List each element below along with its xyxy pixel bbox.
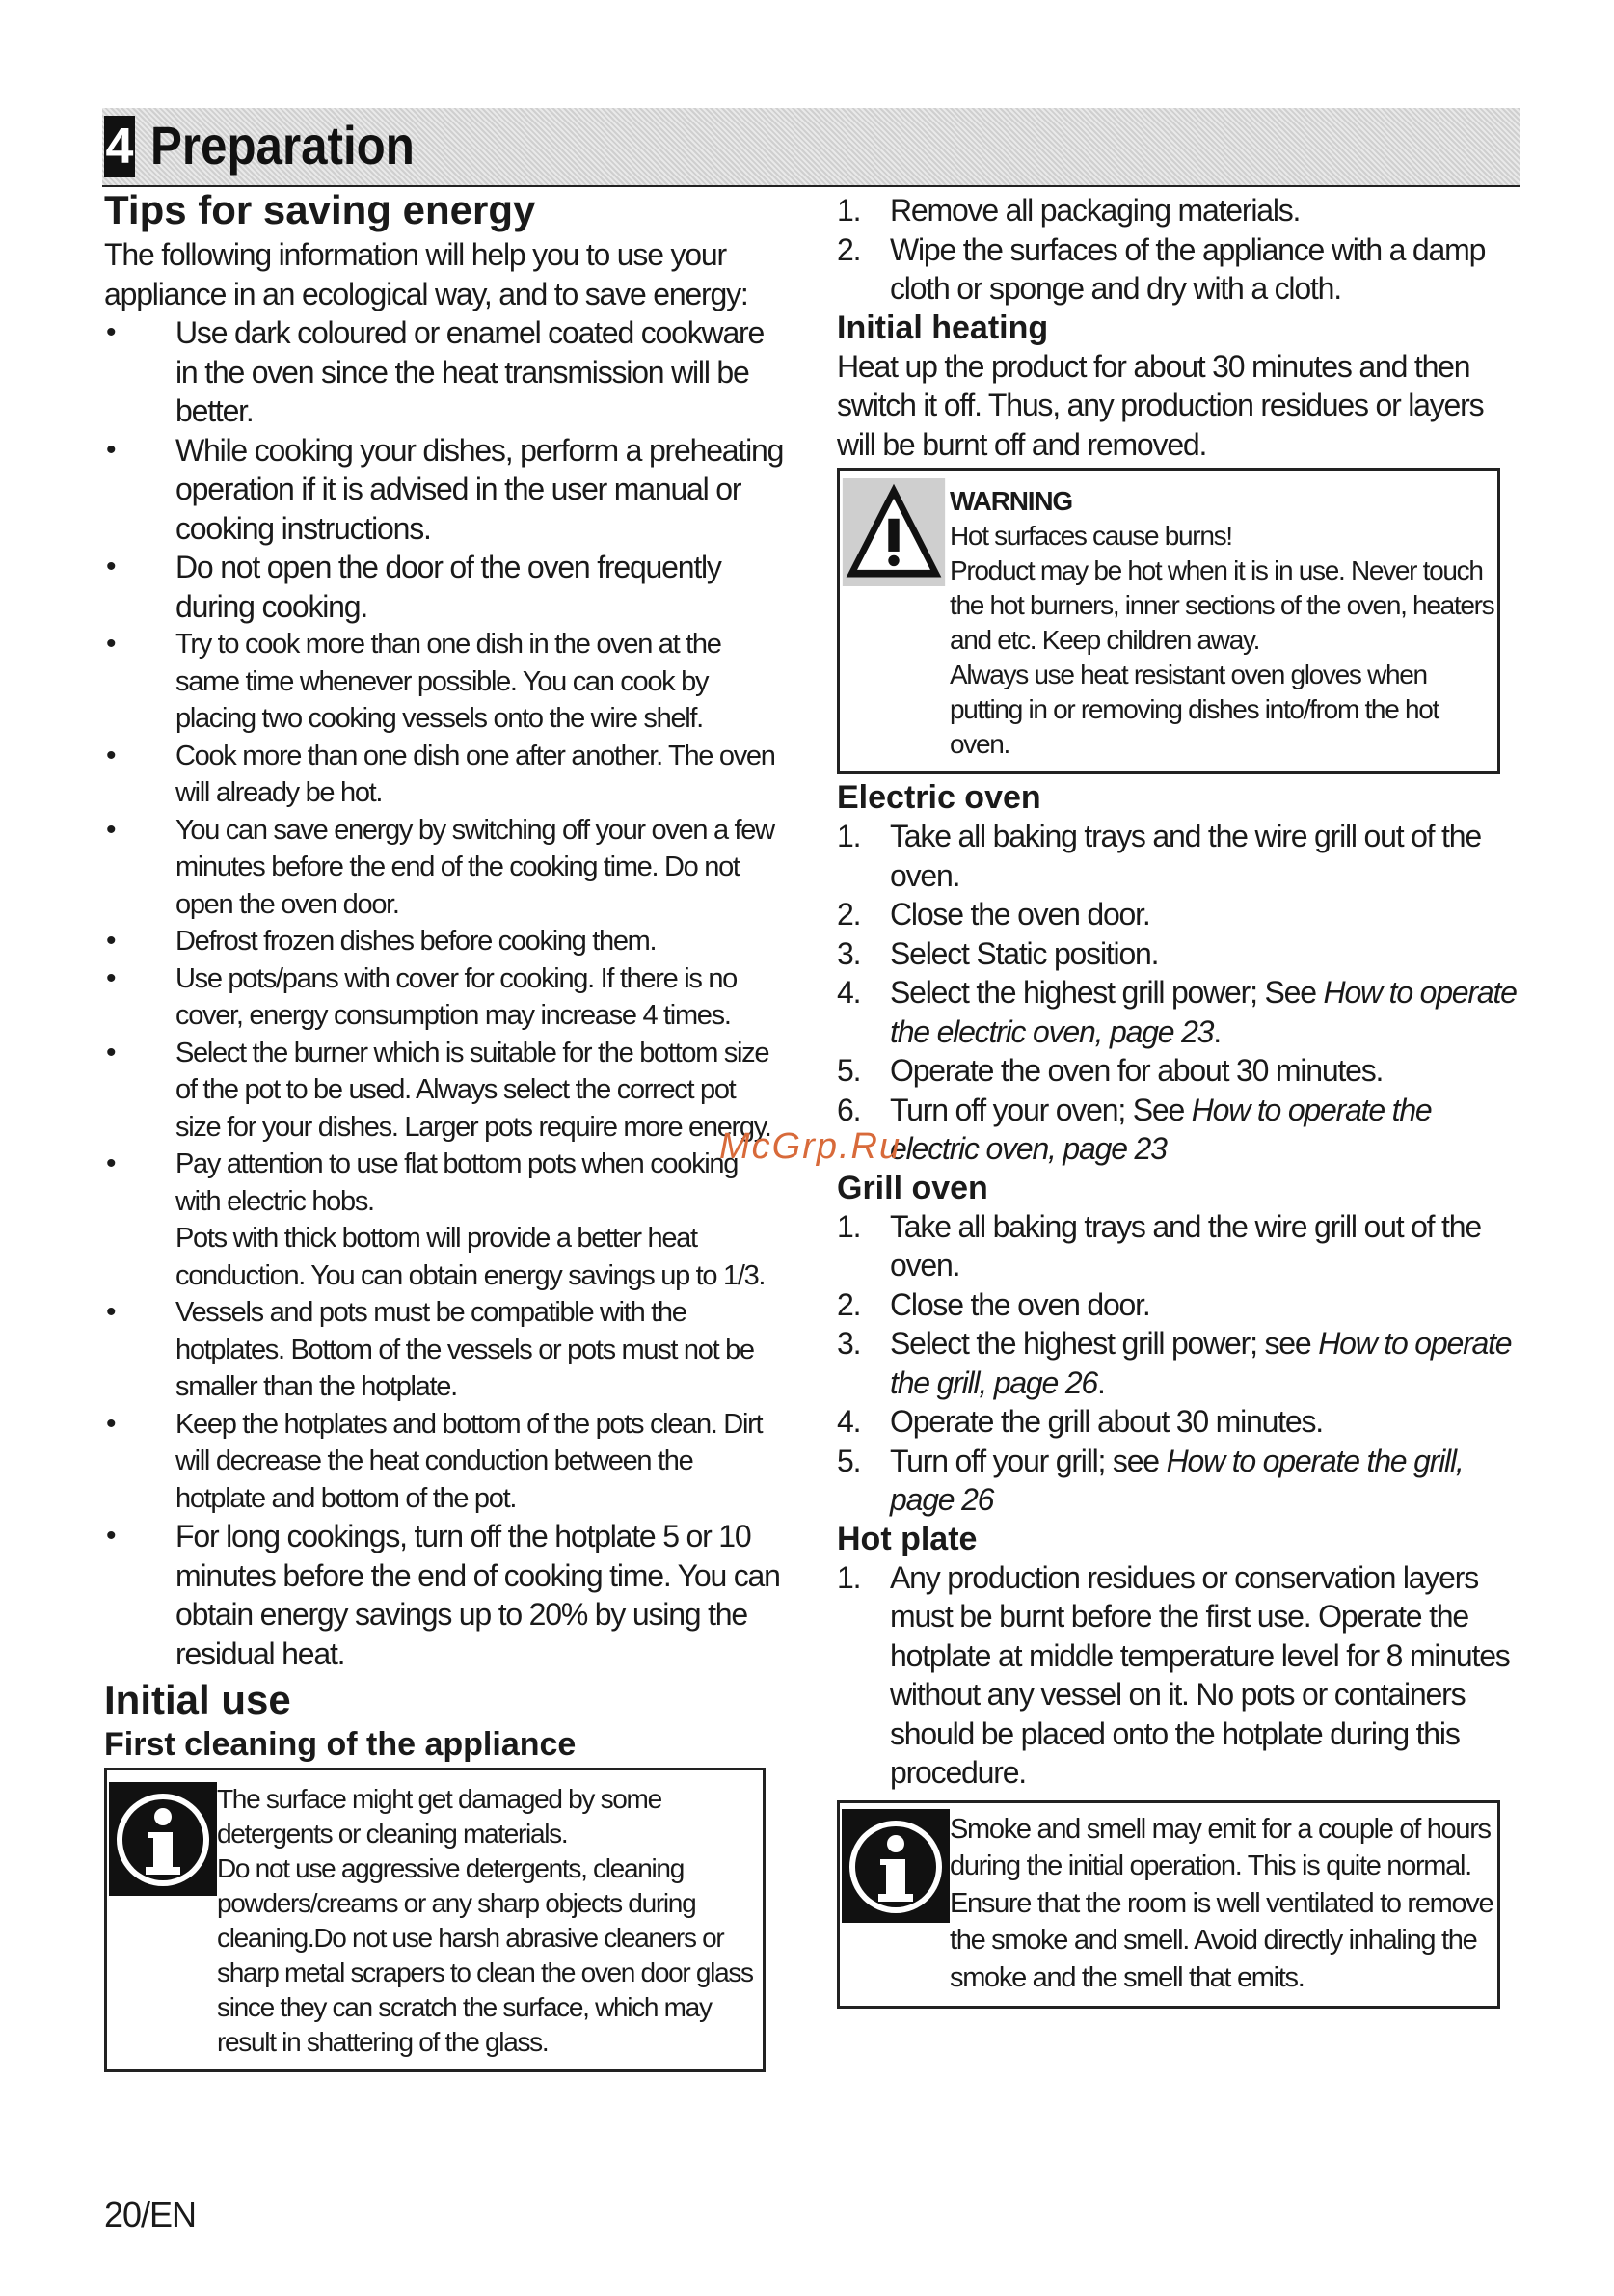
step-text: Select the highest grill power; See xyxy=(890,975,1324,1010)
list-item xyxy=(837,1402,1521,1442)
list-item xyxy=(837,934,1521,974)
step-text: Close the oven door. xyxy=(890,1286,1150,1322)
first-cleaning-heading: First cleaning of the appliance xyxy=(104,1726,577,1763)
step-number: 1. xyxy=(837,193,861,228)
step-number: 1. xyxy=(837,1208,861,1244)
step-number: 5. xyxy=(837,1443,861,1478)
list-item: • Cook more than one dish one after another. The oven will already be hot. xyxy=(104,738,784,812)
info-box-cleaning xyxy=(104,1768,766,2072)
tips-intro: The following information will help you to use your appliance in an ecological way, and to save energy: xyxy=(104,237,748,311)
list-item xyxy=(837,1091,1521,1169)
info-text: Smoke and smell may emit for a couple of hours during the initial operation. This is quite normal. Ensure that the room is well ventilated to remove the smoke and smell. Avoid directly inhaling the smoke and the smell that emits. xyxy=(950,1813,1493,1993)
step-text: Any production residues or conservation layers must be burnt before the first use. Operate the hotplate at middle temperature level for 8 minutes without any vessel on it. No pots or containers should be placed onto the hotplate during this procedure. xyxy=(890,1559,1510,1790)
step-tail: . xyxy=(1213,1013,1221,1049)
step-text: Operate the oven for about 30 minutes. xyxy=(890,1053,1384,1088)
chapter-number: 4 xyxy=(104,116,135,177)
cross-reference[interactable]: How to operate the electric oven, page 23 xyxy=(890,975,1517,1049)
list-item-extra: Pots with thick bottom will provide a better heat conduction. You can obtain energy savings up to 1/3. xyxy=(175,1223,766,1291)
chapter-title: Preparation xyxy=(150,115,415,176)
step-number: 2. xyxy=(837,1286,861,1322)
step-tail: . xyxy=(1097,1364,1105,1400)
list-item: • Try to cook more than one dish in the oven at the same time whenever possible. You can cook by placing two cooking vessels onto the wire shelf. xyxy=(104,626,784,738)
step-text: Select the highest grill power; see xyxy=(890,1326,1319,1361)
step-text: Wipe the surfaces of the appliance with a damp cloth or sponge and dry with a cloth. xyxy=(890,231,1486,306)
tips-heading: Tips for saving energy xyxy=(104,187,536,232)
list-item xyxy=(837,973,1521,1051)
step-text: Turn off your oven; See xyxy=(890,1092,1192,1127)
list-item xyxy=(837,1285,1521,1325)
initial-heating-heading: Initial heating xyxy=(837,309,1049,346)
step-text: Take all baking trays and the wire grill out of the oven. xyxy=(890,819,1481,893)
cross-reference[interactable]: How to operate the grill, page 26 xyxy=(890,1326,1512,1400)
cross-reference[interactable]: How to operate the electric oven, page 23 xyxy=(890,1092,1432,1166)
warning-icon xyxy=(840,478,948,586)
electric-oven-steps xyxy=(837,817,1521,1169)
chapter-banner xyxy=(102,108,1520,187)
initial-use-heading: Initial use xyxy=(104,1677,291,1722)
warning-title: WARNING xyxy=(950,486,1072,516)
info-text-line2: Do not use aggressive detergents, cleaning powders/creams or any sharp objects during cleaning.Do not use harsh abrasive cleaners or sharp metal scrapers to clean the oven door glass since they can scratch the surface, which may result in shattering of the glass. xyxy=(217,1853,753,2057)
step-text: Turn off your grill; see xyxy=(890,1443,1167,1478)
list-item: • For long cookings, turn off the hotplate 5 or 10 minutes before the end of cooking time. You can obtain energy savings up to 20% by using the residual heat. xyxy=(104,1517,784,1673)
list-item xyxy=(837,1324,1521,1402)
grill-oven-steps xyxy=(837,1207,1521,1520)
step-number: 3. xyxy=(837,1326,861,1361)
step-number: 1. xyxy=(837,819,861,853)
list-item xyxy=(837,191,1521,230)
list-item: • While cooking your dishes, perform a preheating operation if it is advised in the user manual or cooking instructions. xyxy=(104,431,784,549)
warning-line3: Always use heat resistant oven gloves when putting in or removing dishes into/from the hot oven. xyxy=(950,660,1439,759)
list-item xyxy=(837,895,1521,934)
warning-line2: Product may be hot when it is in use. Never touch the hot burners, inner sections of the oven, heaters and etc. Keep children away. xyxy=(950,555,1494,655)
list-item: • Use dark coloured or enamel coated cookware in the oven since the heat transmission will be better. xyxy=(104,313,784,431)
right-column xyxy=(837,191,1521,2009)
list-item: • Select the burner which is suitable for the bottom size of the pot to be used. Always select the correct pot size for your dishes. Larger pots require more energy. xyxy=(104,1035,784,1147)
warning-box xyxy=(837,468,1500,774)
step-number: 1. xyxy=(837,1559,861,1595)
step-text: Take all baking trays and the wire grill out of the oven. xyxy=(890,1208,1481,1283)
list-item: • You can save energy by switching off your oven a few minutes before the end of the cooking time. Do not open the oven door. xyxy=(104,812,784,924)
step-text: Select Static position. xyxy=(890,935,1159,971)
watermark: McGrp.Ru xyxy=(719,1126,902,1167)
hot-plate-heading: Hot plate xyxy=(837,1520,978,1557)
page-number: 20/EN xyxy=(104,2195,197,2234)
info-icon xyxy=(109,1782,217,1896)
list-item xyxy=(837,1558,1521,1793)
list-item: • Do not open the door of the oven frequently during cooking. xyxy=(104,548,784,626)
step-number: 2. xyxy=(837,897,861,932)
list-item: • Vessels and pots must be compatible with the hotplates. Bottom of the vessels or pots must not be smaller than the hotplate. xyxy=(104,1294,784,1406)
list-item: • Keep the hotplates and bottom of the pots clean. Dirt will decrease the heat conduction between the hotplate and bottom of the pot. xyxy=(104,1406,784,1518)
list-item: • Use pots/pans with cover for cooking. If there is no cover, energy consumption may increase 4 times. xyxy=(104,960,784,1035)
list-item xyxy=(837,1207,1521,1285)
info-icon xyxy=(842,1809,950,1923)
initial-heating-text: Heat up the product for about 30 minutes and then switch it off. Thus, any production residues or layers will be burnt off and removed. xyxy=(837,348,1484,462)
list-item xyxy=(837,1051,1521,1091)
grill-oven-heading: Grill oven xyxy=(837,1169,988,1206)
step-number: 5. xyxy=(837,1053,861,1088)
step-number: 4. xyxy=(837,1404,861,1439)
list-item xyxy=(104,1146,784,1294)
hot-plate-steps xyxy=(837,1558,1521,1793)
step-number: 3. xyxy=(837,935,861,971)
list-item-text: Pay attention to use flat bottom pots when cooking with electric hobs. xyxy=(175,1148,739,1217)
step-text: Remove all packaging materials. xyxy=(890,193,1301,228)
step-text: Operate the grill about 30 minutes. xyxy=(890,1404,1323,1439)
list-item: • Defrost frozen dishes before cooking them. xyxy=(104,923,784,960)
step-text: Close the oven door. xyxy=(890,897,1150,932)
cross-reference[interactable]: How to operate the grill, page 26 xyxy=(890,1443,1464,1517)
tips-list xyxy=(104,313,784,1673)
info-box-smoke xyxy=(837,1800,1500,2010)
electric-oven-heading: Electric oven xyxy=(837,779,1041,816)
list-item xyxy=(837,1442,1521,1520)
list-item xyxy=(837,230,1521,309)
step-number: 2. xyxy=(837,231,861,267)
step-number: 4. xyxy=(837,975,861,1010)
warning-line1: Hot surfaces cause burns! xyxy=(950,521,1232,551)
info-text-line1: The surface might get damaged by some detergents or cleaning materials. xyxy=(217,1784,661,1849)
left-column xyxy=(104,187,784,2072)
list-item xyxy=(837,817,1521,895)
step-number: 6. xyxy=(837,1092,861,1127)
cleaning-steps xyxy=(837,191,1521,309)
